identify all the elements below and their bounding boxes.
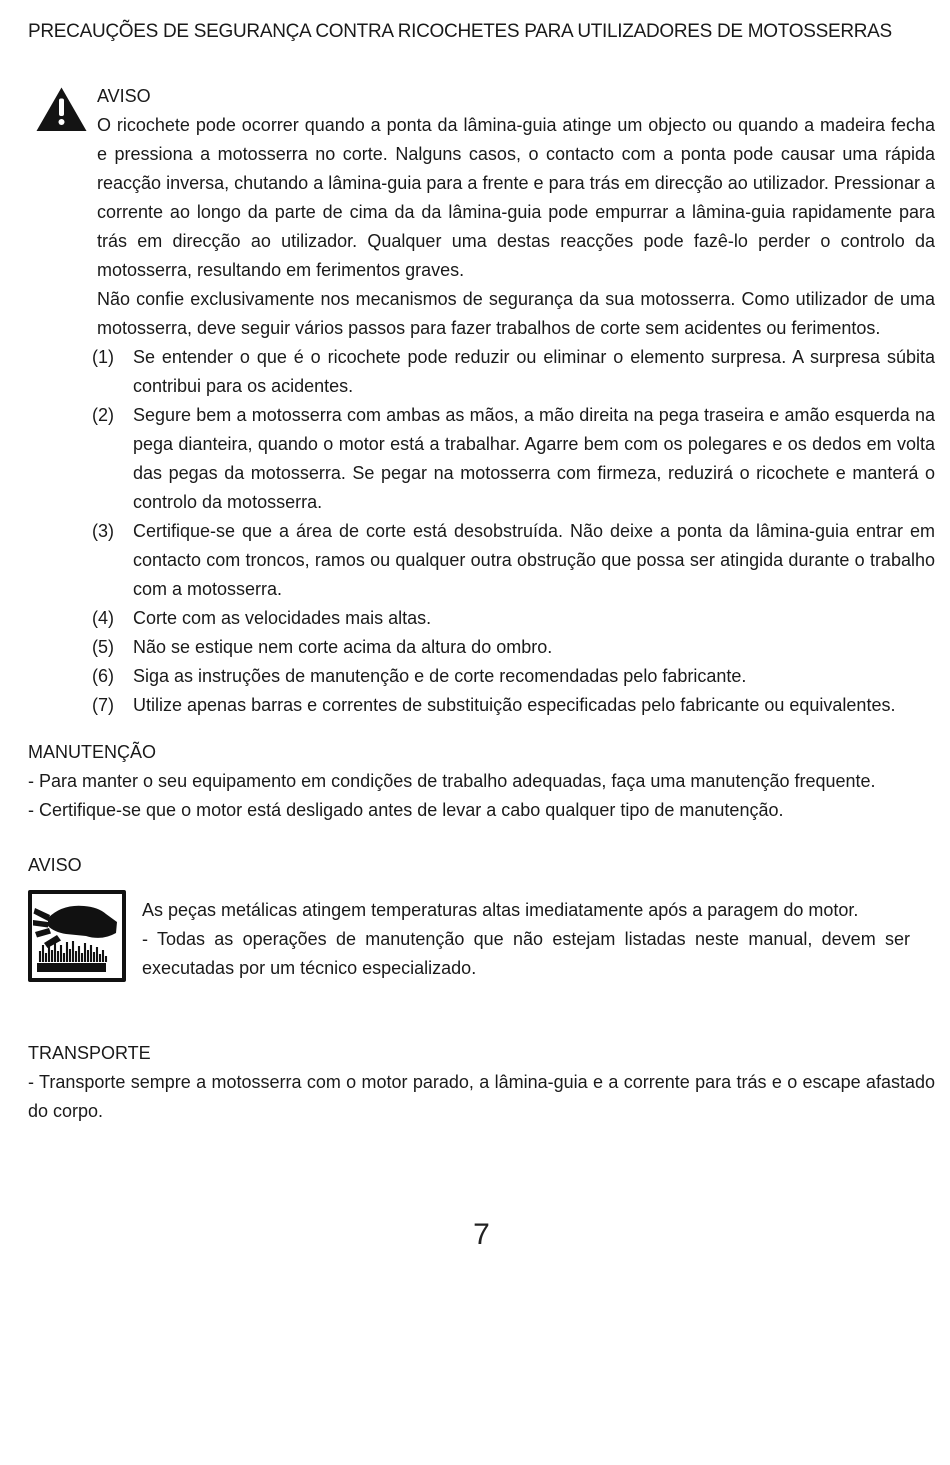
item-text: Corte com as velocidades mais altas.	[133, 608, 432, 628]
item-number: (1)	[92, 347, 114, 367]
list-item	[92, 401, 935, 517]
item-number: (6)	[92, 666, 114, 686]
warning-heading: AVISO	[97, 86, 151, 106]
warning-triangle-icon	[35, 86, 88, 133]
hot-warning-text	[142, 890, 910, 983]
item-text: Segure bem a motosserra com ambas as mãos, a mão direita na pega traseira e amão esquerda na pega dianteira, quando o motor está a trabalhar. Agarre bem com os polegares e os dedos em volta das pegas da motosserra. Se pegar na motosserra com firmeza, reduzirá o ricochete e manterá o controlo da motosserra.	[133, 405, 935, 512]
list-item	[92, 691, 935, 720]
item-text: Certifique-se que a área de corte está desobstruída. Não deixe a ponta da lâmina-guia entrar em contacto com troncos, ramos ou qualquer outra obstrução que possa ser atingida durante o trabalho com a motosserra.	[133, 521, 935, 599]
item-number: (3)	[92, 521, 114, 541]
warning-text-block	[92, 82, 935, 720]
precaution-list	[92, 343, 935, 720]
hot-surface-icon	[28, 890, 126, 982]
warning-paragraph: O ricochete pode ocorrer quando a ponta da lâmina-guia atinge um objecto ou quando a madeira fecha e pressiona a motosserra no corte. Nalguns casos, o contacto com a ponta pode causar uma rápida reacção inversa, chutando a lâmina-guia para a frente e para trás em direcção ao utilizador. Pressionar a corrente ao longo da parte de cima da da lâmina-guia pode empurrar a lâmina-guia rapidamente para trás em direcção ao utilizador. Qualquer uma destas reacções pode fazê-lo perder o controlo da motosserra, resultando em ferimentos graves.	[97, 115, 935, 280]
transport-section	[28, 1039, 935, 1126]
list-item	[92, 517, 935, 604]
page-number: 7	[473, 1218, 490, 1251]
aviso-heading: AVISO	[28, 855, 82, 875]
hot-warning-paragraph: - Todas as operações de manutenção que não estejam listadas neste manual, devem ser executadas por um técnico especializado.	[142, 929, 910, 978]
transport-heading: TRANSPORTE	[28, 1043, 151, 1063]
list-item	[92, 633, 935, 662]
item-number: (5)	[92, 637, 114, 657]
hot-surface-warning-section	[28, 851, 935, 983]
hot-warning-row	[28, 890, 935, 983]
item-text: Siga as instruções de manutenção e de corte recomendadas pelo fabricante.	[133, 666, 747, 686]
item-number: (4)	[92, 608, 114, 628]
page-title: PRECAUÇÕES DE SEGURANÇA CONTRA RICOCHETES PARA UTILIZADORES DE MOTOSSERRAS	[28, 21, 892, 42]
item-text: Se entender o que é o ricochete pode reduzir ou eliminar o elemento surpresa. A surpresa súbita contribui para os acidentes.	[133, 347, 935, 396]
maintenance-section	[28, 738, 935, 825]
item-text: Utilize apenas barras e correntes de substituição especificadas pelo fabricante ou equivalentes.	[133, 695, 896, 715]
transport-paragraph: - Transporte sempre a motosserra com o motor parado, a lâmina-guia e a corrente para trás e o escape afastado do corpo.	[28, 1072, 935, 1121]
list-item	[92, 662, 935, 691]
item-number: (2)	[92, 405, 114, 425]
maintenance-heading: MANUTENÇÃO	[28, 742, 157, 762]
maintenance-paragraph: - Para manter o seu equipamento em condições de trabalho adequadas, faça uma manutenção frequente.	[28, 771, 876, 791]
item-number: (7)	[92, 695, 114, 715]
item-text: Não se estique nem corte acima da altura do ombro.	[133, 637, 553, 657]
list-item	[92, 604, 935, 633]
warning-paragraph: Não confie exclusivamente nos mecanismos de segurança da sua motosserra. Como utilizador de uma motosserra, deve seguir vários passos para fazer trabalhos de corte sem acidentes ou ferimentos.	[97, 289, 935, 338]
maintenance-paragraph: - Certifique-se que o motor está desligado antes de levar a cabo qualquer tipo de manutenção.	[28, 800, 784, 820]
hot-warning-paragraph: As peças metálicas atingem temperaturas altas imediatamente após a paragem do motor.	[142, 900, 859, 920]
kickback-warning-section	[28, 82, 935, 720]
list-item	[92, 343, 935, 401]
